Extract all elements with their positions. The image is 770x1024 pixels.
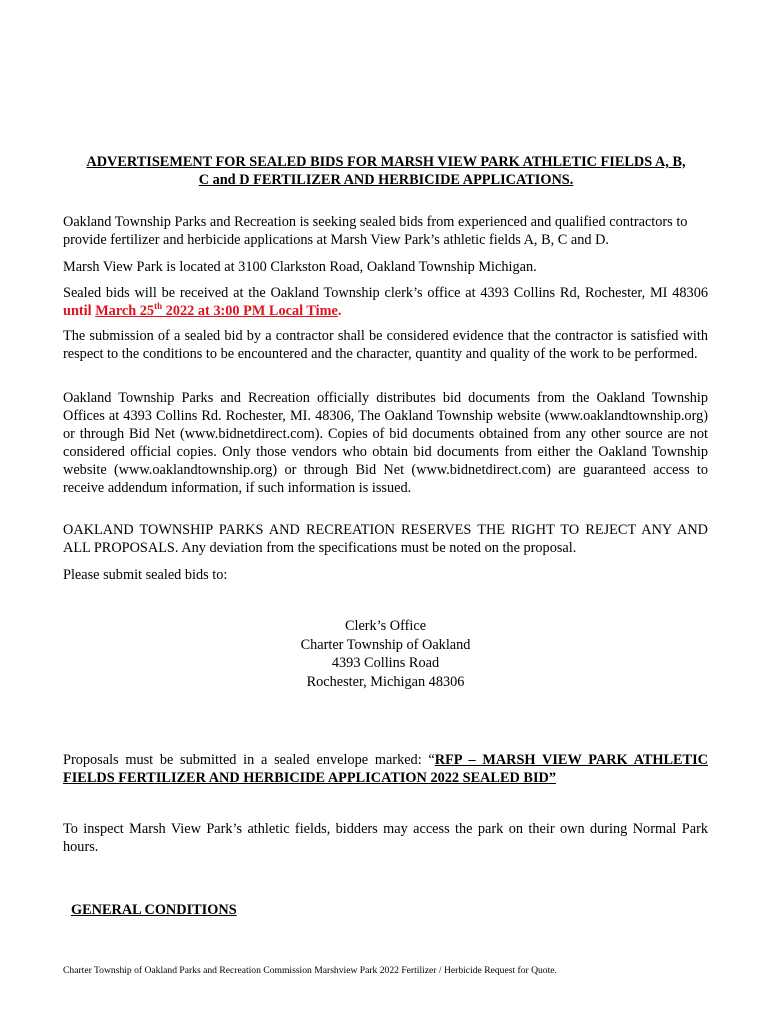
location-paragraph: Marsh View Park is located at 3100 Clarkston Road, Oakland Township Michigan. bbox=[63, 259, 537, 275]
deadline-text: Sealed bids will be received at the Oakland Township clerk’s office at 4393 Collins Rd, Rochester, MI 48306 bbox=[63, 285, 708, 301]
inspect-paragraph: To inspect Marsh View Park’s athletic fields, bidders may access the park on their own during Normal Park hours. bbox=[63, 821, 708, 855]
title-line-2: C and D FERTILIZER AND HERBICIDE APPLICATIONS. bbox=[198, 172, 574, 188]
reserves-paragraph: OAKLAND TOWNSHIP PARKS AND RECREATION RESERVES THE RIGHT TO REJECT ANY AND ALL PROPOSALS. Any deviation from the specifications must be noted on the proposal. bbox=[63, 522, 708, 556]
address-line-4: Rochester, Michigan 48306 bbox=[306, 673, 465, 690]
submit-to-paragraph: Please submit sealed bids to: bbox=[63, 567, 228, 583]
document-title bbox=[62, 153, 710, 189]
deadline-time: 2022 at 3:00 PM Local Time bbox=[162, 303, 338, 319]
proposal-paragraph bbox=[63, 751, 708, 787]
mailing-address bbox=[63, 617, 708, 691]
address-line-2: Charter Township of Oakland bbox=[300, 636, 471, 653]
submission-paragraph: The submission of a sealed bid by a contractor shall be considered evidence that the contractor is satisfied with respect to the conditions to be encountered and the character, quantity and quality of the work to be performed. bbox=[63, 328, 708, 362]
deadline-date-text: March 25 bbox=[95, 303, 155, 319]
distribution-paragraph: Oakland Township Parks and Recreation officially distributes bid documents from the Oakland Township Offices at 4393 Collins Rd. Rochester, MI. 48306, The Oakland Township website (www.oaklandtownship.org) or through Bid Net (www.bidnetdirect.com). Copies of bid documents obtained from any other source are not considered official copies. Only those vendors who obtain bid documents from either the Oakland Township website (www.oaklandtownship.org) or through Bid Net (www.bidnetdirect.com) are guaranteed access to receive addendum information, if such information is issued. bbox=[63, 390, 708, 496]
address-line-3: 4393 Collins Road bbox=[331, 655, 440, 671]
page-footer: Charter Township of Oakland Parks and Recreation Commission Marshview Park 2022 Fertilizer / Herbicide Request for Quote. bbox=[63, 965, 557, 976]
deadline-paragraph bbox=[63, 284, 708, 320]
intro-paragraph: Oakland Township Parks and Recreation is seeking sealed bids from experienced and qualified contractors to provide fertilizer and herbicide applications at Marsh View Park’s athletic fields A, B, C and D. bbox=[63, 214, 688, 248]
address-line-1: Clerk’s Office bbox=[344, 618, 427, 634]
general-conditions-heading: GENERAL CONDITIONS bbox=[71, 902, 237, 918]
proposal-prefix: Proposals must be submitted in a sealed envelope marked: “ bbox=[63, 752, 435, 768]
proposal-marking: RFP – MARSH VIEW PARK ATHLETIC FIELDS FERTILIZER AND HERBICIDE APPLICATION 2022 SEALED BID bbox=[63, 752, 708, 786]
title-line-1: ADVERTISEMENT FOR SEALED BIDS FOR MARSH VIEW PARK ATHLETIC FIELDS A, B, bbox=[86, 154, 686, 170]
proposal-suffix: ” bbox=[548, 770, 556, 786]
deadline-date-suffix: th bbox=[154, 301, 163, 312]
deadline-until: until bbox=[63, 303, 96, 319]
deadline-date bbox=[95, 303, 338, 319]
deadline-period: . bbox=[337, 303, 342, 319]
